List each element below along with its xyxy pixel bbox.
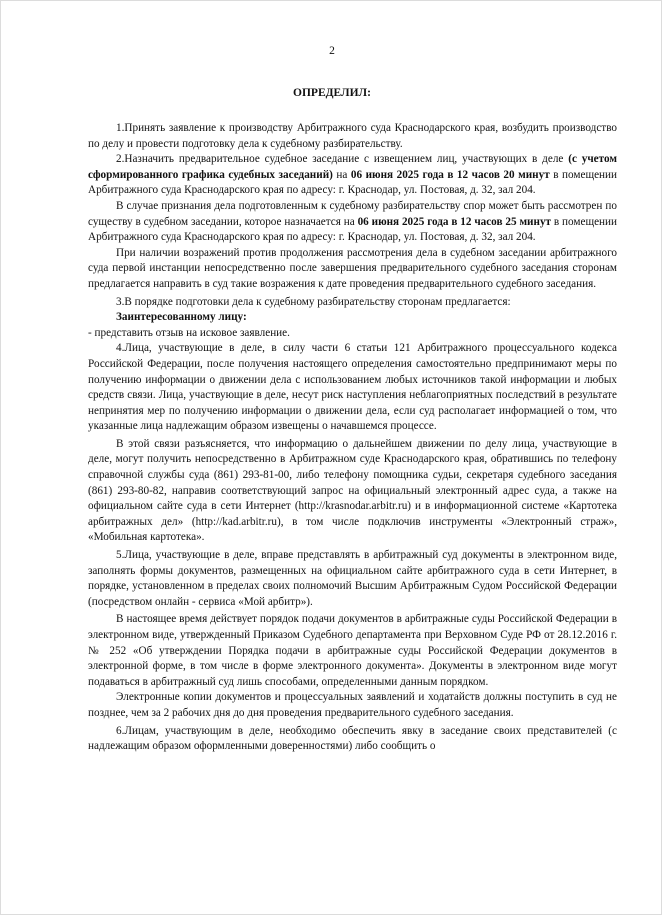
paragraph-contacts: В этой связи разъясняется, что информацию о дальнейшем движении по делу лица, участвующие в деле, могут получить непосредственно в Арбитражном суде Краснодарского края, обратившись по телефону справочной службы суда (861) 293-81-00, либо телефону помощника судьи, секретаря судебного заседания (861) 293-80-82, направив соответствующий запрос на официальный электронный адрес суда, а также на официальном сайте суда в сети Интернет (http://krasnodar.arbitr.ru) и в информационной системе «Картотека арбитражных дел» (http://kad.arbitr.ru), в том числе подключив инструменты «Электронный страж», «Мобильная картотека». [88, 437, 617, 544]
paragraph-submit-response: - представить отзыв на исковое заявление. [88, 326, 290, 339]
text-segment: В случае признания дела подготовленным к судебному разбирательству спор может быть рассмотрен по существу в судебном заседании, которое назначается на [88, 199, 617, 228]
hearing-datetime: 06 июня 2025 года в 12 часов 20 минут [350, 168, 550, 181]
paragraph-schedule-main [88, 199, 617, 246]
paragraph-accept-claim: 1.Принять заявление к производству Арбитражного суда Краснодарского края, возбудить производство по делу и провести подготовку дела к судебному разбирательству. [88, 122, 617, 150]
paragraph-preparation: 3.В порядке подготовки дела к судебному разбирательству сторонам предлагается: [116, 295, 511, 308]
paragraph-attendance: 6.Лицам, участвующим в деле, необходимо обеспечить явку в заседание своих представителей (с надлежащим образом оформленными доверенностями) либо сообщить о [88, 724, 617, 753]
page-number: 2 [329, 45, 335, 57]
paragraph-objections: При наличии возражений против продолжения рассмотрения дела в судебном заседании арбитражного суда первой инстанции непосредственно после завершения предварительного судебного заседания сторонам предлагается направить в суд такие возражения к дате проведения предварительного судебного заседания. [88, 246, 617, 290]
paragraph-information-duty: 4.Лица, участвующие в деле, в силу части 6 статьи 121 Арбитражного процессуального кодекса Российской Федерации, после получения настоящего определения самостоятельно предпринимают меры по получению информации о движении дела с использованием любых источников такой информации и любых средств связи. Лица, участвующие в деле, несут риск наступления неблагоприятных последствий в результате непринятия мер по получению информации о движении дела, если суд располагает информацией о том, что указанные лица надлежащим образом извещены о начавшемся процессе. [88, 342, 617, 433]
bold-segment: (с учетом сформированного графика судебных заседаний) [88, 153, 617, 181]
paragraph-electronic-copies: Электронные копии документов и процессуальных заявлений и ходатайств должны поступить в суд не позднее, чем за 2 рабочих дня до дня проведения предварительного судебного заседания. [88, 691, 617, 719]
paragraph-schedule-preliminary [88, 152, 617, 199]
interested-party-heading: Заинтересованному лицу: [116, 311, 247, 324]
text-segment: в помещении Арбитражного суда Краснодарского края по адресу: г. Краснодар, ул. Постовая, д. 32, зал 204. [88, 215, 617, 244]
ruling-heading: ОПРЕДЕЛИЛ: [293, 87, 371, 99]
text-segment: в помещении Арбитражного суда Краснодарского края по адресу: г. Краснодар, ул. Постовая, д. 32, зал 204. [88, 168, 618, 197]
text-segment: на [332, 168, 351, 181]
paragraph-electronic-filing: 5.Лица, участвующие в деле, вправе представлять в арбитражный суд документы в электронном виде, заполнять формы документов, размещенных на официальном сайте арбитражного суда в сети Интернет, в порядке, установленном в пределах своих полномочий Высшим Арбитражным Судом Российской Федерации (посредством онлайн - сервиса «Мой арбитр»). [88, 549, 617, 608]
hearing-datetime: 06 июня 2025 года в 12 часов 25 минут [357, 215, 552, 228]
text-segment: 2.Назначить предварительное судебное заседание с извещением лиц, участвующих в деле [116, 153, 569, 166]
paragraph-filing-procedure: В настоящее время действует порядок подачи документов в арбитражные суды Российской Федерации в электронном виде, утвержденный Приказом Судебного департамента при Верховном Суде РФ от 28.12.2016 г. № 252 «Об утверждении Порядка подачи в арбитражные суды Российской Федерации документов в электронной форме, в том числе в форме электронного документа». Документы в электронном виде могут подаваться в арбитражный суд лишь способами, определенными данным порядком. [88, 613, 617, 688]
document-body [88, 121, 617, 755]
